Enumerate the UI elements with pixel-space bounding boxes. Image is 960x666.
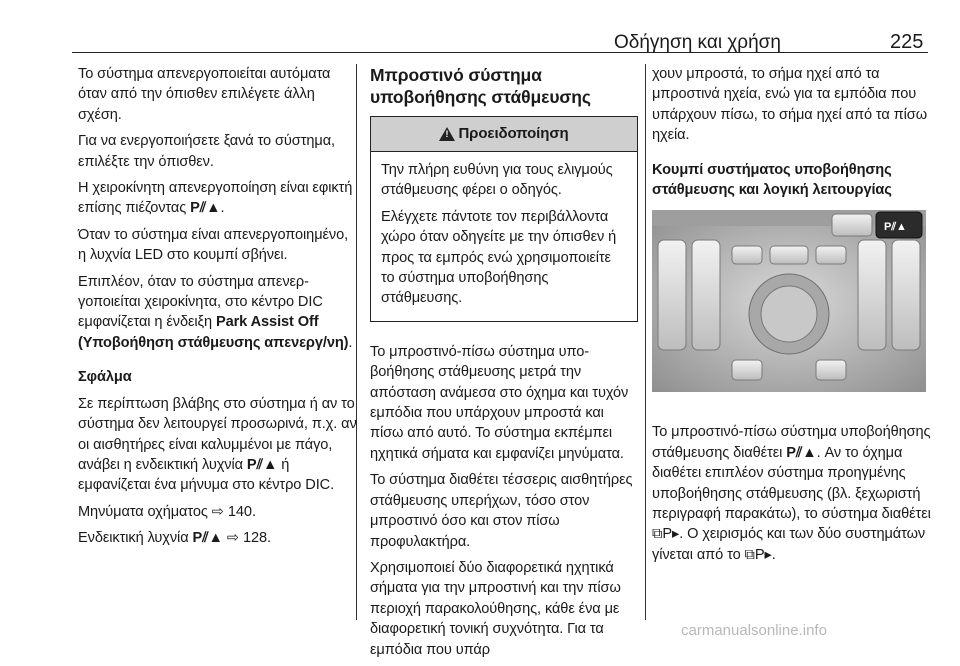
paragraph: Η χειροκίνητη απενεργοποίηση είναι εφικτή επίσης πιέζοντας P⫽▲. [78,180,353,217]
column-2 [370,64,638,666]
warning-header [371,117,637,152]
park-assist-button: P⫽▲ [884,221,907,234]
section-title: Μπροστινό σύστημα υποβοήθησης στάθμευσης [370,65,591,107]
paragraph: Το μπροστινό-πίσω σύστημα υποβοήθησης στάθμευσης διαθέτει P⫽▲. Αν το όχημα διαθέτει επιπλέον σύστημα προηγμένης υποβοήθησης στάθμευσης (βλ. ξεχωριστή περιγραφή παρακάτω), το σύστημα διαθέτει ⧉P▸. Ο χειρισμός και των δύο συστημάτων γίνεται από το ⧉P▸. [652,424,931,563]
paragraph: Το μπροστινό-πίσω σύστημα υποβοήθησης στάθμευσης μετρά την απόσταση ανάμεσα στο όχημα και τυχόν εμπόδια που υπάρχουν μπροστά και πίσω από αυτό. Το σύστημα εκπέμπει ηχητικά σήματα και εμφανίζει μηνύματα. [370,343,629,462]
paragraph: Όταν το σύστημα είναι απενεργοποιημένο, η λυχνία LED στο κουμπί σβήνει. [78,226,349,264]
park-assist-icon: P⫽▲ [190,200,221,217]
paragraph: Το σύστημα απενεργοποιείται αυτόματα όταν από την όπισθεν επιλέγετε άλλη σχέση. [78,66,331,123]
park-assist-icon: P⫽▲ [192,530,223,547]
header-rule [72,52,928,53]
column-3 [652,64,934,571]
column-1 [78,64,360,555]
warning-triangle-icon: ! [439,127,455,141]
paragraph: χουν μπροστά, το σήμα ηχεί από τα μπροστινά ηχεία, ενώ για τα εμπόδια που υπάρχουν πίσω, το σήμα ηχεί από τα πίσω ηχεία. [652,66,927,144]
column-divider-2 [645,64,646,620]
dic-message: Park Assist Off (Υποβοήθηση στάθμευσης απενεργ/νη) [78,314,349,351]
cross-reference[interactable]: Μηνύματα οχήματος ⇨ 140. [78,503,256,520]
arrow-right-icon: ⇨ [226,530,240,547]
control-panel-photo [652,210,926,392]
advanced-park-assist-icon: ⧉P▸ [744,546,772,563]
park-assist-icon: P⫽▲ [246,456,278,473]
warning-box [370,116,638,322]
watermark: carmanualsonline.info [681,622,827,639]
paragraph: Το σύστημα διαθέτει τέσσερις αισθητήρες στάθμευσης υπερήχων, τόσο στον μπροστινό όσο και στον πίσω προφυλακτήρα. [370,472,633,550]
park-assist-icon: P⫽▲ [786,444,817,461]
page-number: 225 [890,31,924,53]
paragraph: Χρησιμοποιεί δύο διαφορετικά ηχητικά σήματα για την μπροστινή και την πίσω περιοχή παρακολούθησης, κάθε ένα με διαφορετική τονική συχνότητα. Για τα εμπόδια που υπάρ [370,559,621,658]
advanced-park-assist-icon: ⧉P▸ [652,526,680,543]
paragraph: Σε περίπτωση βλάβης στο σύστημα ή αν το σύστημα δεν λειτουργεί προσωρινά, π.χ. αν οι αισθητήρες είναι καλυμμένοι με πάγο, ανάβει η ενδεικτική λυχνία P⫽▲ ή εμφανίζεται ένα μήνυμα στο κέντρο DIC. [78,395,357,494]
paragraph: Επιπλέον, όταν το σύστημα απενεργοποιείται χειροκίνητα, στο κέντρο DIC εμφανίζεται η ένδειξη Park Assist Off (Υποβοήθηση στάθμευσης απενεργ/νη). [78,273,353,351]
cross-reference[interactable]: Ενδεικτική λυχνία P⫽▲ ⇨ 128. [78,530,271,547]
warning-heading: Προειδοποίηση [458,124,569,142]
warning-text: Ελέγχετε πάντοτε τον περιβάλλοντα χώρο όταν οδηγείτε με την όπισθεν ή προς τα εμπρός ενώ χρησιμοποιείτε το σύστημα υποβοήθησης στάθμευσης. [381,208,617,307]
paragraph: Για να ενεργοποιήσετε ξανά το σύστημα, επιλέξτε την όπισθεν. [78,133,335,170]
header-title: Οδήγηση και χρήση [614,32,781,53]
arrow-right-icon: ⇨ [211,503,224,520]
fault-heading: Σφάλμα [78,369,132,386]
warning-text: Την πλήρη ευθύνη για τους ελιγμούς στάθμευσης φέρει ο οδηγός. [381,162,613,199]
subsection-heading: Κουμπί συστήματος υποβοήθησης στάθμευσης και λογική λειτουργίας [652,161,892,199]
warning-body [371,152,637,321]
